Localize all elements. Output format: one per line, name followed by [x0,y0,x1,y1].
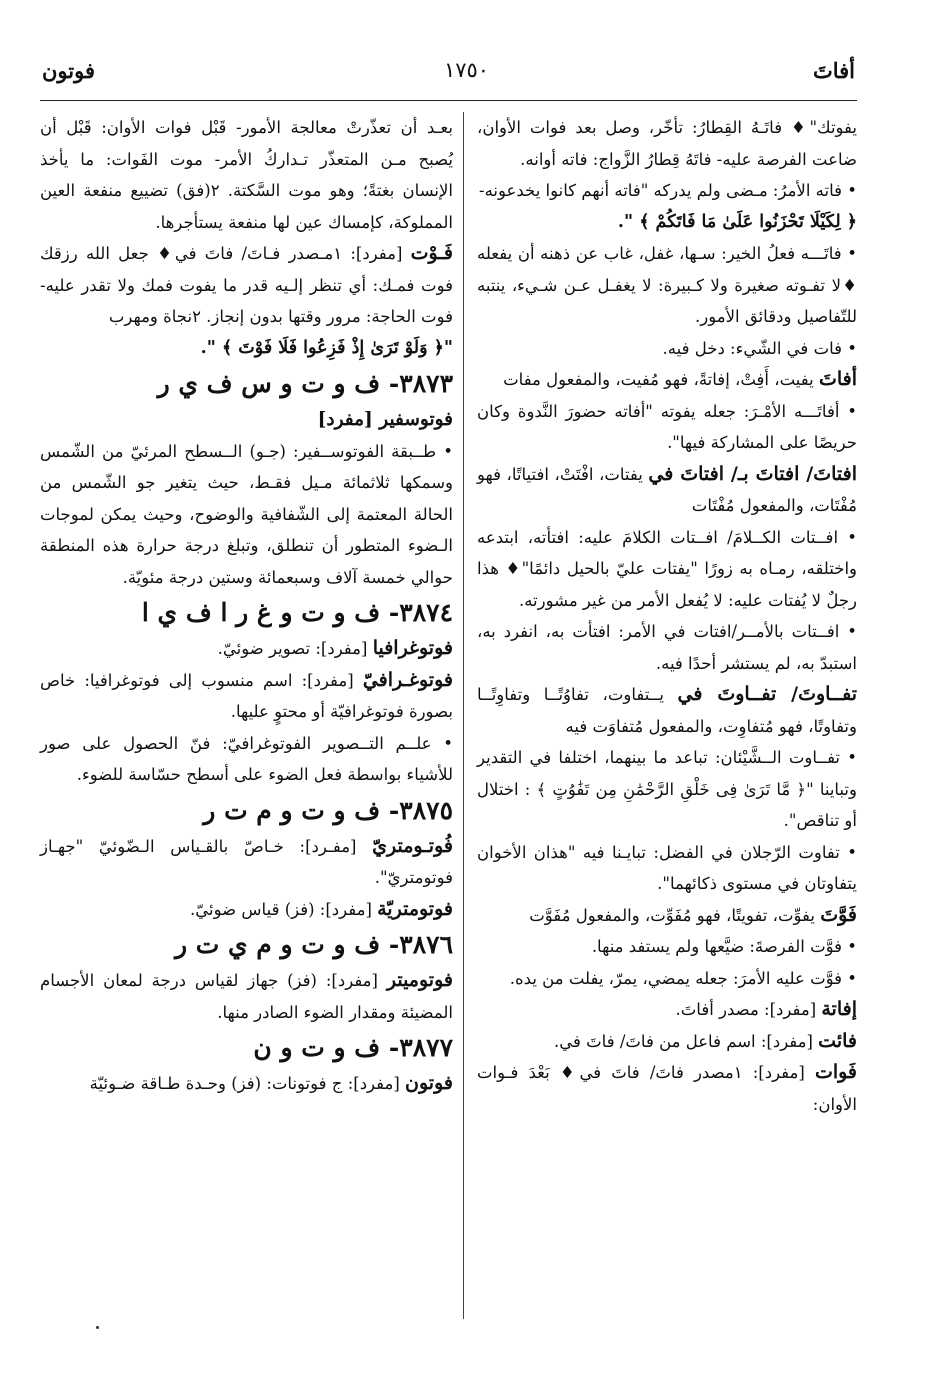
header-first-entry: أفاتَ [812,58,855,83]
entry-headword: فَوات [814,1061,858,1083]
dictionary-entry [477,364,857,396]
right-column [477,112,857,1120]
entry-definition: يفوِّت، تفويتًا، فهو مُفَوِّت، والمفعول مُفَوَّت [529,905,821,925]
left-column [40,112,453,1100]
dictionary-entry [477,1057,857,1120]
entry-headword: فَوَّتَ [820,903,857,926]
entry-sense: • فاتَـــه فعلُ الخير: سـها، غفل، غاب عن ذهنه أن يفعله ♦لا تفـوته صغيرة ولا كـبيرة: لا يغفـل عـن شـيء، ينتبه للتّفاصيل ودقائق الأمور. [477,244,857,326]
header-rule [40,100,857,101]
root-heading: ٣٨٧٣- ف و ت و س ف ي ر [157,369,453,398]
column-divider [463,112,464,1319]
root-heading: ٣٨٧٦- ف و ت و م ي ت ر [175,930,453,959]
entry-sense: يفوتك"♦ فاتَـهُ القِطارُ: تأخّر، وصل بعد فوات الأوان، ضاعت الفرصة عليه- فاتَهُ قِطارُ الزَّواج: فاته أوانه. [477,118,857,169]
entry-sense: • أفاتَـــه الأمْـرَ: جعله يفوته "أفاته حضورَ النَّدوة وكان حريصًا على المشاركة فيها". [477,401,857,452]
entry-headword: تفــاوتَ/ تفــاوتَ في [677,683,857,705]
dictionary-entry [40,965,453,1028]
entry-headword: أفاتَ [818,368,857,390]
dictionary-entry [40,633,453,665]
header-last-entry: فوتون [42,58,96,83]
entry-definition: [مفرد]: تصوير ضوئيّ. [217,639,373,658]
entry-definition: [مفرد]: مصدر أفاتَ. [675,1000,822,1019]
entry-sense: • تفــاوت الــشَّيْئان: تباعد ما بينهما، اختلفا في التقدير وتباينا "﴿ مَّا تَرَىٰ فِى خَلْقِ الرَّحْمَٰنِ مِن تَفَٰوُتٍ ﴾ : اختلال أو تناقص". [477,748,857,830]
entry-headword: فوتوغـرافيّ [362,668,453,691]
entry-headword: فوتوغرافيا [372,637,453,659]
entry-definition: [مفرد]: اسم منسوب إلى فوتوغرافيا: خاص بصورة فوتوغرافيّة أو محتوٍ عليها. [40,670,453,721]
quran-citation: "﴿ وَلَوْ تَرَىٰ إِذْ فَزِعُوا فَلَا فَوْتَ ﴾ ". [200,337,453,358]
dictionary-entry [40,238,453,333]
entry-definition: يفتات، افْتَتْ، افتياتًا، فهو مُفْتَات، والمفعول مُفْتَات [477,464,857,515]
entry-definition: [مفرد]: (فز) قياس ضوئيّ. [190,899,378,919]
page-speck [96,1326,99,1329]
root-heading: ٣٨٧٤- ف و ت و غ ر ا ف ي ا [141,598,453,627]
entry-sense: • فوَّت عليه الأمرَ: جعله يمضي، يمرّ، يفلت من يده. [509,968,857,988]
entry-sense: • طــبقة الفوتوســفير: (جـو) الــسطح المرئيّ من الشّمس وسمكها ثلاثمائة مـيل فقـط، حيث يتغير جو الشّمس من الحالة المعتمة إلى الشّفافية والوضوح، وحيث يمكن لموجات الـضوء المتطور أن تنطلق، وتبلغ درجة حرارة هذه المنطقة حوالي خمسة آلاف وسبعمائة وستين درجة مئويّة. [40,441,453,587]
entry-headword: فوتون [405,1072,453,1094]
entry-sense: • علــم التــصوير الفوتوغرافيّ: فنّ الحصول على صور للأشياء بواسطة فعل الضوء على أسطح حسّاسة للضوء. [40,733,453,784]
dictionary-entry [40,1068,453,1100]
entry-headword: فائت [818,1029,857,1052]
quran-citation: ﴿ لِكَيْلَا تَحْزَنُوا عَلَىٰ مَا فَاتَكُمْ ﴾ ". [617,211,857,232]
entry-headword: فُوتـومتريّ [372,834,453,857]
entry-sense: • فات في الشّيء: دخل فيه. [662,338,857,358]
entry-headword: فَـوْت [410,242,454,264]
entry-definition: [مفرد]: اسم فاعل من فاتَ/ فاتَ في. [554,1031,819,1051]
entry-sense: بعـد أن تعذّرتْ معالجة الأمور- قَبْل فوات الأوان: قَبْل أن يُصبح مـن المتعذّر تـداركُ الأمر- موت الفَوات: ما يأخذ الإنسان بغتةً؛ وهو موت السَّكتة. ٢(فق) تضييع منفعة العين المملوكة، كإمساك عين لها منفعة يستأجرها. [40,118,453,232]
entry-definition: يــتفاوت، تفاوُتًــا وتفاوِتًــا وتفاوتًا، فهو مُتفاوِت، والمفعول مُتفاوَت فيه [477,685,857,736]
dictionary-entry [477,1026,857,1058]
dictionary-entry [477,994,857,1026]
dictionary-entry [40,665,453,728]
dictionary-entry [40,894,453,926]
dictionary-entry [477,900,857,932]
entry-headword: فوتوميتر [386,969,453,991]
entry-definition: [مفرد]: ١مـصدر فـاتَ/ فاتَ في♦ جعل الله رزقك فوت فمـك: أي تنظر إلـيه قدر ما يفوت فمك ولا تقدر عليه- فوت الحاجة: مرور وقتها بدون إنجاز. ٢نجاة ومهرب [40,244,453,326]
entry-sense: • افــتات الكــلامَ/ افــتات الكلامَ عليه: افتأته، ابتدعه واختلقه، رمـاه به زورًا "يفتات عليّ بالحيل دائمًا"♦ هذا رجلٌ لا يُفتات عليه: لا يُفعل الأمر من غير مشورته. [477,527,857,610]
entry-sense: • تفاوت الرّجلان في الفضل: تبايـنا فيه "هذان الأخوان يتفاوتان في مستوى ذكائهما". [477,842,857,893]
entry-headword: فوتومتريّة [377,897,453,920]
entry-headword: إفاتة [821,998,857,1020]
root-heading: ٣٨٧٥- ف و ت و م ت ر [203,795,453,825]
dictionary-entry [477,679,857,742]
entry-definition: يفيت، أَفِتْ، إفاتةً، فهو مُفيت، والمفعول مفات [503,370,819,389]
entry-headword: افتاتَ/ افتاتَ بـ/ افتاتَ في [648,462,857,485]
entry-sense: • فاته الأمرُ: مـضى ولم يدركه "فاته أنهم كانوا يخدعونه- [479,181,857,200]
entry-definition: [مفرد]: ١مصدر فاتَ/ فاتَ في♦ بَعْدَ فـوات الأوان: [477,1063,857,1114]
entry-definition: [مفرد]: ج فوتونات: (فز) وحـدة طـاقة ضـوئيّة [89,1074,406,1093]
entry-definition: [مفرد]: (فز) جهاز لقياس درجة لمعان الأجسام المضيئة ومقدار الضوء الصادر منها. [40,971,453,1022]
dictionary-entry [477,459,857,522]
entry-sense: • افــتات بالأمــر/افتات في الأمر: افتأت به، انفرد به، استبدّ به، لم يستشر أحدًا فيه. [477,622,857,673]
entry-definition: [مفـرد]: خـاصّ بالقـياس الـضّوئيّ "جهـاز فوتومتريّ". [40,836,453,887]
page-number: ١٧٥٠ [443,58,490,82]
entry-headword: فوتوسفير [مفرد] [317,409,453,430]
dictionary-entry [40,831,453,894]
entry-sense: • فوَّت الفرصةَ: ضيَّعها ولم يستفد منها. [591,937,857,956]
root-heading: ٣٨٧٧- ف و ت و ن [253,1033,453,1062]
